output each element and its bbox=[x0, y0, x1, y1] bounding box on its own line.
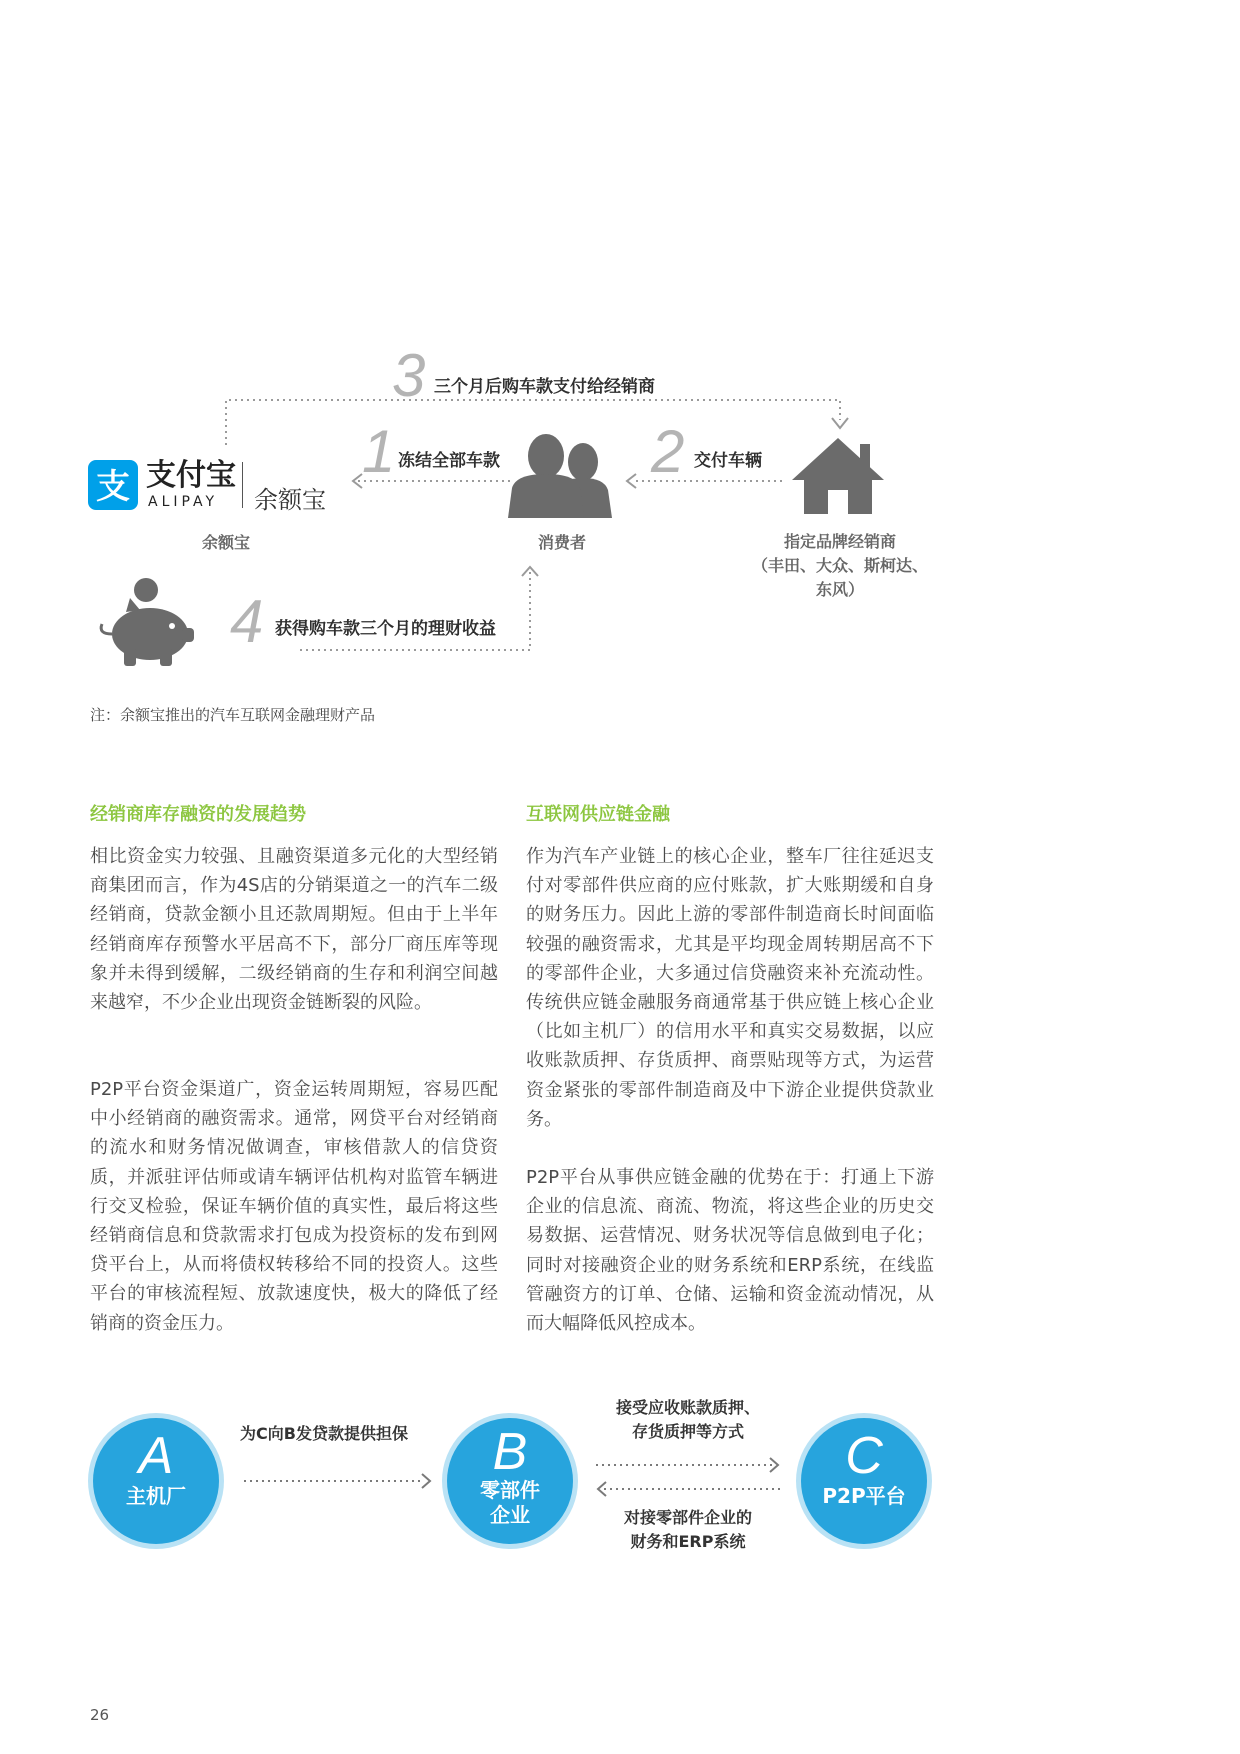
step-2-label: 交付车辆 bbox=[694, 451, 762, 471]
logo-divider bbox=[242, 462, 243, 508]
left-paragraph-2: P2P平台资金渠道广，资金运转周期短，容易匹配中小经销商的融资需求。通常，网贷平台对经销商的流水和财务情况做调查，审核借款人的信贷资质，并派驻评估师或请车辆评估机构对监管车辆进行交叉检验，保证车辆价值的真实性，最后将这些经销商信息和贷款需求打包成为投资标的发布到网贷平台上，从而将债权转移给不同的投资人。这些平台的审核流程短、放款速度快，极大的降低了经销商的资金压力。 bbox=[90, 1079, 498, 1334]
consumer-caption: 消费者 bbox=[537, 533, 586, 552]
right-paragraph-1: 作为汽车产业链上的核心企业，整车厂往往延迟支付对零部件供应商的应付账款，扩大账期缓和自身的财务压力。因此上游的零部件制造商长时间面临较强的融资需求，尤其是平均现金周转期居高不下的零部件企业，大多通过信贷融资来补充流动性。传统供应链金融服务商通常基于供应链上核心企业（比如主机厂）的信用水平和真实交易数据，以应收账款质押、存货质押、商票贴现等方式，为运营资金紧张的零部件制造商及中下游企业提供贷款业务。 bbox=[526, 846, 934, 1130]
alipay-product-name: 余额宝 bbox=[254, 486, 326, 514]
node-b-name-line-2: 企业 bbox=[490, 1503, 530, 1527]
node-c-letter: C bbox=[845, 1427, 883, 1485]
step-1-label: 冻结全部车款 bbox=[398, 451, 500, 471]
flow-bc-top-label bbox=[588, 1396, 788, 1444]
flow-bc-top-line-1: 接受应收账款质押、 bbox=[615, 1398, 760, 1417]
step-2-number: 2 bbox=[651, 418, 685, 485]
node-a-letter: A bbox=[138, 1427, 174, 1485]
right-section-title: 互联网供应链金融 bbox=[526, 804, 670, 825]
piggy-bank-icon bbox=[96, 576, 196, 668]
right-paragraph-2: P2P平台从事供应链金融的优势在于：打通上下游企业的信息流、商流、物流，将这些企业的历史交易数据、运营情况、财务状况等信息做到电子化；同时对接融资企业的财务系统和ERP系统，在线监管融资方的订单、仓储、运输和资金流动情况，从而大幅降低风控成本。 bbox=[526, 1167, 934, 1335]
node-b-name-line-1: 零部件 bbox=[480, 1478, 540, 1502]
flow-bc-bottom-line-1: 对接零部件企业的 bbox=[623, 1508, 752, 1527]
step-3-number: 3 bbox=[392, 342, 426, 409]
step-1-number: 1 bbox=[362, 418, 396, 485]
flow-bc-bottom-line-2: 财务和ERP系统 bbox=[630, 1532, 746, 1551]
consumer-icon bbox=[506, 432, 618, 520]
alipay-caption: 余额宝 bbox=[201, 533, 250, 552]
alipay-name-cn: 支付宝 bbox=[146, 458, 236, 493]
alipay-name-en: ALIPAY bbox=[148, 494, 219, 510]
node-c-name: P2P平台 bbox=[822, 1484, 906, 1508]
diagram-note: 注：余额宝推出的汽车互联网金融理财产品 bbox=[90, 706, 376, 724]
flow-bc-top-line-2: 存货质押等方式 bbox=[631, 1422, 744, 1441]
step-4-label: 获得购车款三个月的理财收益 bbox=[275, 619, 496, 639]
step-4-number: 4 bbox=[230, 588, 264, 655]
house-icon bbox=[790, 436, 886, 516]
dealer-caption bbox=[740, 530, 940, 602]
flow-ab-label: 为C向B发贷款提供担保 bbox=[240, 1424, 408, 1443]
left-paragraph-1: 相比资金实力较强、且融资渠道多元化的大型经销商集团而言，作为4S店的分销渠道之一的汽车二级经销商，贷款金额小且还款周期短。但由于上半年经销商库存预警水平居高不下，部分厂商压库等现象并未得到缓解，二级经销商的生存和利润空间越来越窄，不少企业出现资金链断裂的风险。 bbox=[90, 846, 498, 1014]
node-b-letter: B bbox=[492, 1423, 528, 1481]
alipay-icon bbox=[88, 460, 138, 510]
left-section-title: 经销商库存融资的发展趋势 bbox=[90, 804, 306, 825]
dealer-caption-line-3: 东风） bbox=[815, 580, 864, 599]
dealer-caption-line-1: 指定品牌经销商 bbox=[783, 532, 896, 551]
page-number: 26 bbox=[90, 1706, 110, 1724]
alipay-logo bbox=[88, 458, 338, 518]
flow-bc-bottom-label bbox=[588, 1506, 788, 1554]
svg-text:支: 支 bbox=[96, 467, 130, 507]
node-a-name: 主机厂 bbox=[126, 1484, 186, 1508]
dealer-caption-line-2: （丰田、大众、斯柯达、 bbox=[751, 556, 928, 575]
step-3-label: 三个月后购车款支付给经销商 bbox=[434, 377, 655, 397]
